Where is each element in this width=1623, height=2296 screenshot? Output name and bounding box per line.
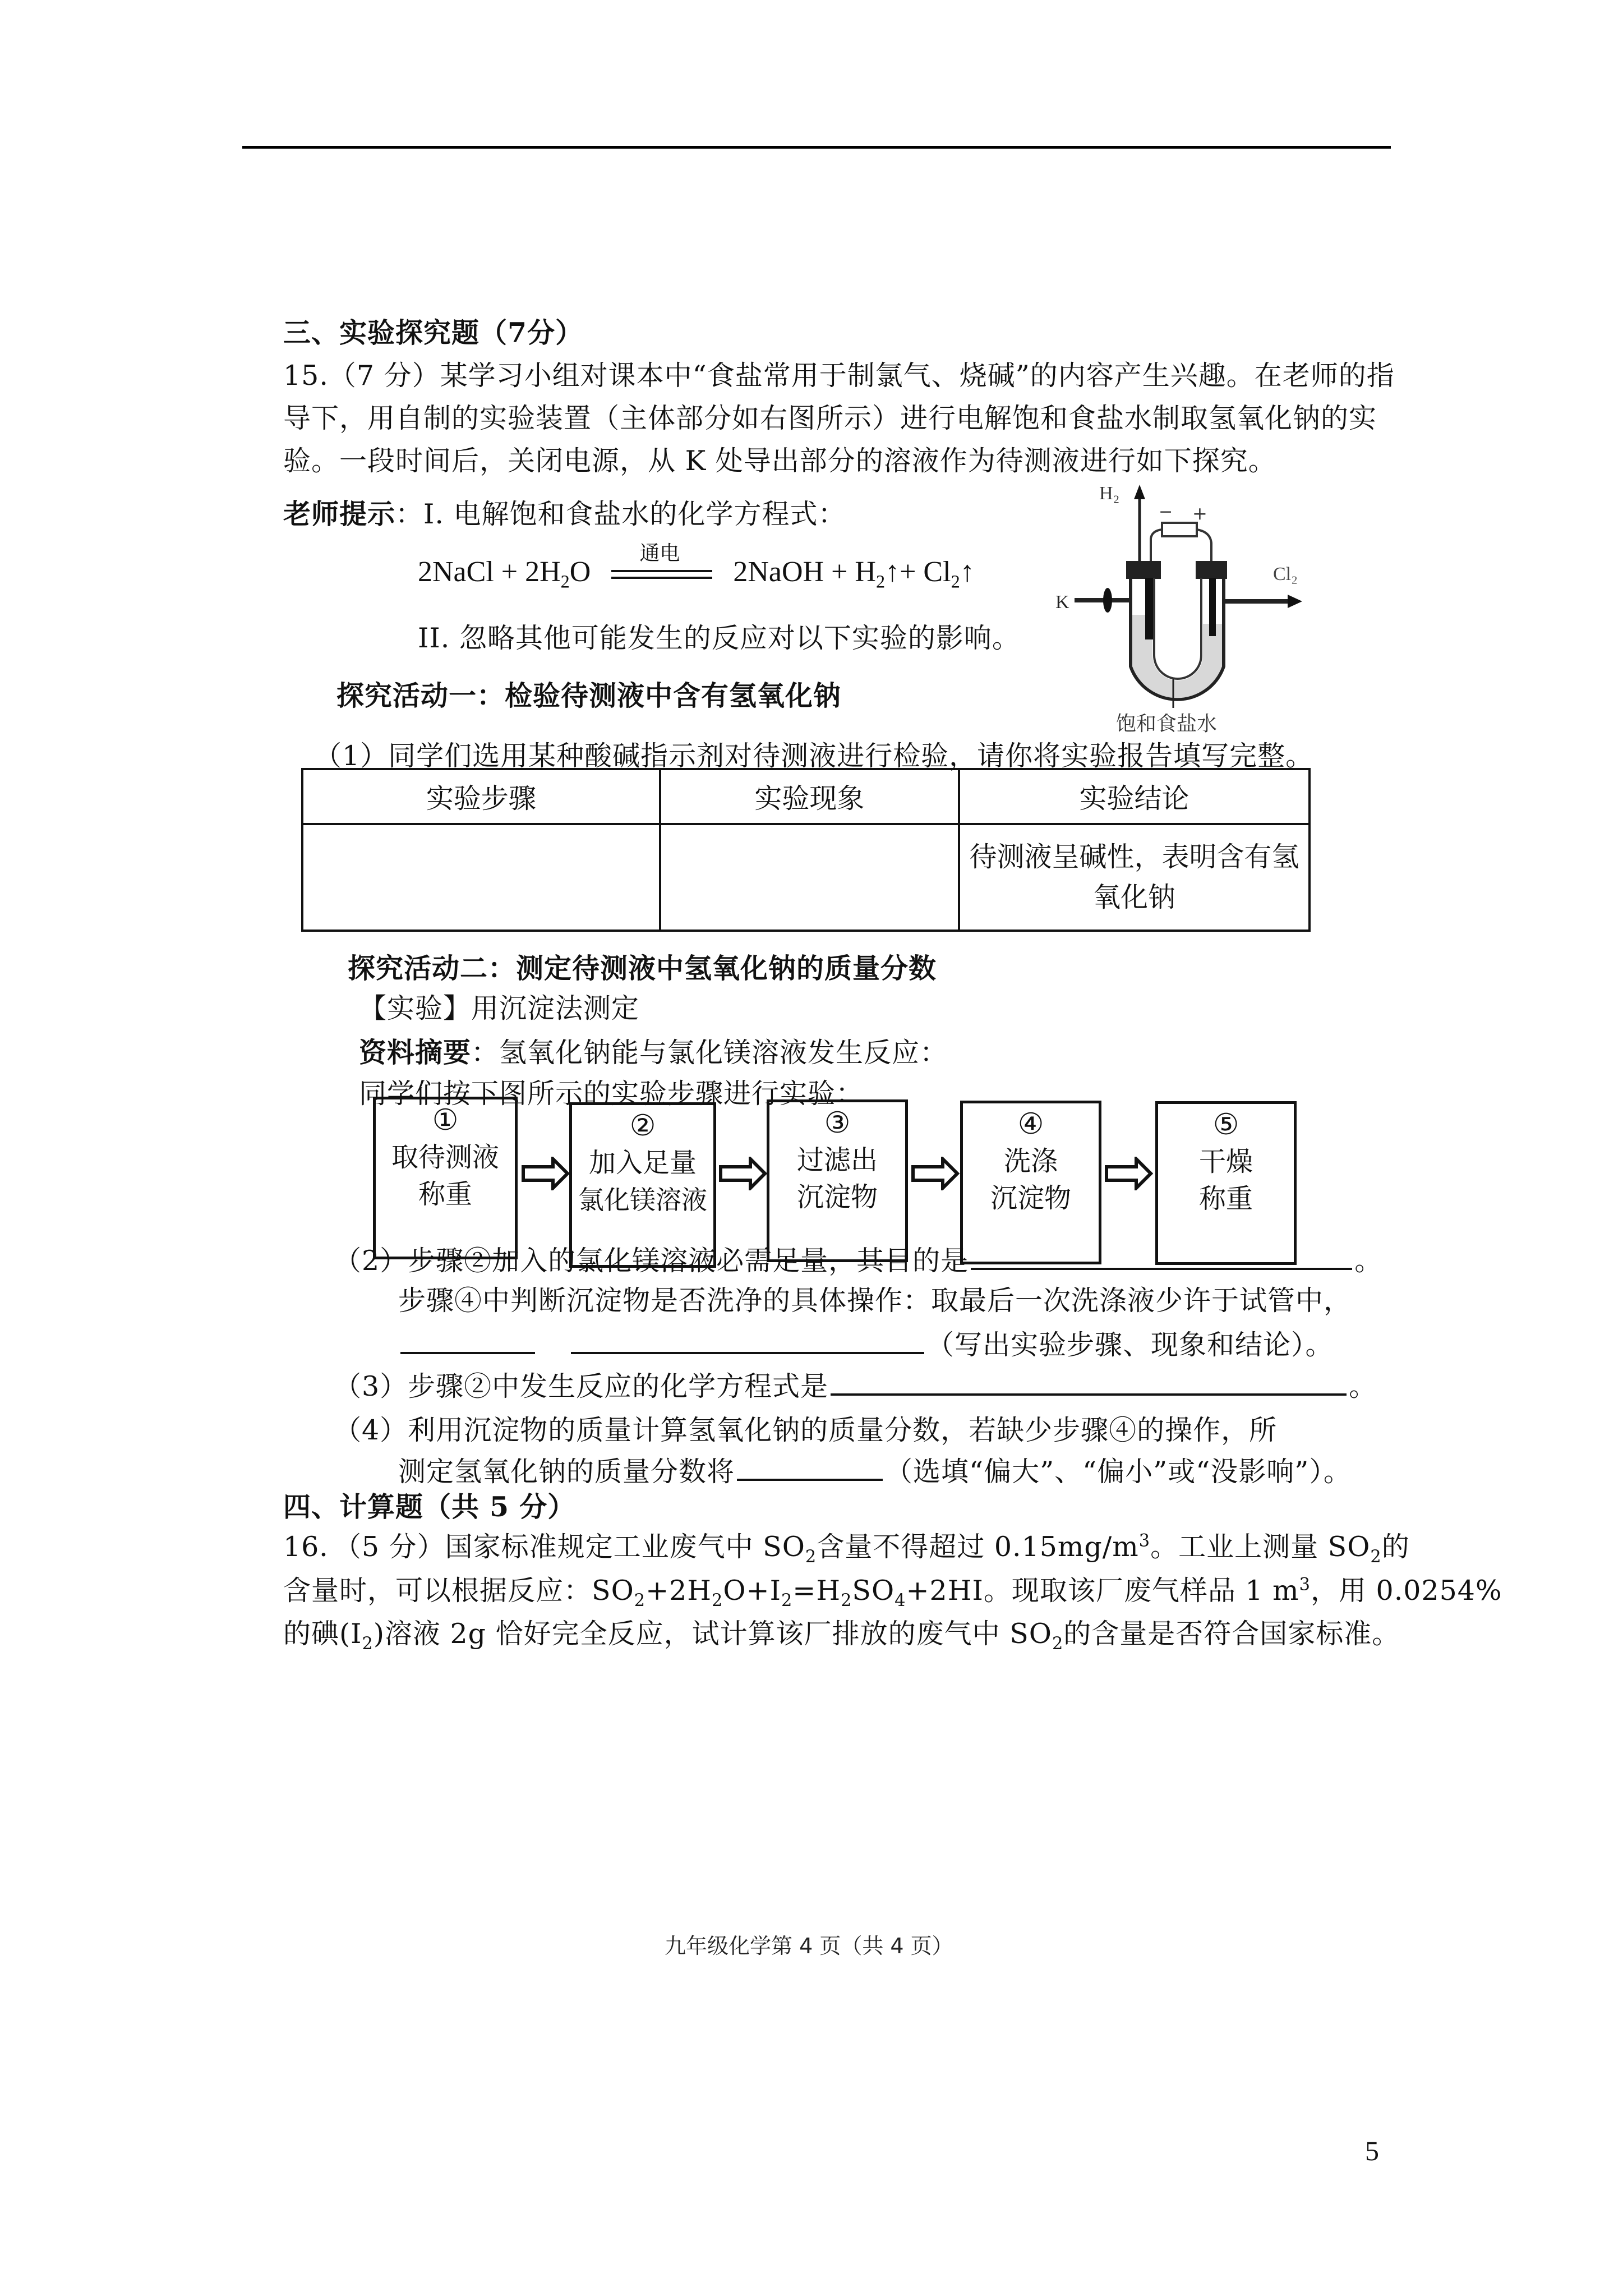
cathode-electrode: [1145, 578, 1153, 639]
hint-1: ：I. 电解饱和食盐水的化学方程式：: [395, 498, 846, 530]
q3-end: 。: [1349, 1370, 1377, 1402]
superscript: 3: [1138, 1531, 1151, 1551]
subscript: 2: [781, 1590, 793, 1611]
page-footer: 九年级化学第 4 页（共 4 页）: [665, 1934, 953, 1958]
step-line-2: 氯化镁溶液: [578, 1185, 707, 1215]
hint-label: 老师提示: [283, 498, 396, 530]
eq-condition-sign: [611, 542, 712, 579]
h2-arrow-icon: [1134, 485, 1145, 499]
section-4-heading: 四、计算题（共 5 分）: [283, 1490, 576, 1523]
plus-label: +: [1192, 503, 1207, 524]
k-label: K: [1055, 592, 1069, 613]
step-line-1: 取待测液: [391, 1142, 499, 1173]
step-line-1: 过滤出: [796, 1144, 878, 1176]
step-line-2: 沉淀物: [796, 1181, 878, 1213]
q15-line-1: 15.（7 分）某学习小组对课本中“食盐常用于制氯气、烧碱”的内容产生兴趣。在老师的指: [283, 360, 1395, 392]
step-number: ③: [824, 1106, 851, 1140]
wire-positive: [1197, 530, 1211, 565]
k-valve-icon: [1103, 588, 1112, 613]
steps-intro: 同学们按下图所示的实验步骤进行实验：: [359, 1078, 864, 1110]
q16-text: =H: [792, 1575, 841, 1607]
q4-line-2: [398, 1455, 1352, 1489]
q16-text: +2H: [645, 1575, 712, 1607]
q4-options: （选填“偏大”、“偏小”或“没影响”）。: [885, 1456, 1352, 1488]
q4-answer-blank[interactable]: [737, 1478, 883, 1481]
cl2-label: Cl₂: [1273, 564, 1298, 585]
q15-line-2: 导下，用自制的实验装置（主体部分如右图所示）进行电解饱和食盐水制取氢氧化钠的实: [283, 402, 1377, 434]
q16-text: 16．（5 分）国家标准规定工业废气中 SO: [283, 1531, 805, 1563]
header-phenomenon: 实验现象: [660, 769, 959, 824]
q2-line-1: [334, 1244, 1382, 1278]
q2-blank-a[interactable]: [400, 1351, 535, 1354]
header-step: 实验步骤: [302, 769, 660, 824]
electrolysis-apparatus-diagram: [1043, 477, 1335, 735]
activity-2-title: 探究活动二：测定待测液中氢氧化钠的质量分数: [348, 952, 937, 984]
arrow-right-icon: [522, 1157, 570, 1190]
eq-right-sub2: 2: [951, 571, 960, 592]
subscript: 2: [805, 1547, 817, 1567]
q16-text: 含量不得超过 0.15mg/m: [817, 1531, 1139, 1563]
arrow-right-icon: [719, 1157, 767, 1190]
step-number: ②: [629, 1109, 656, 1143]
power-supply-icon: [1162, 523, 1197, 536]
header-rule: [242, 146, 1391, 149]
q16-text: 含量时，可以根据反应：SO: [283, 1575, 634, 1607]
subscript: 2: [712, 1590, 723, 1611]
q3-text: （3）步骤②中发生反应的化学方程式是: [334, 1370, 829, 1402]
step-line-2: 称重: [1198, 1183, 1253, 1214]
q16-text: SO: [852, 1575, 895, 1607]
flow-step-2: [569, 1102, 716, 1268]
subscript: 2: [362, 1634, 374, 1654]
material-label: 资料摘要: [359, 1036, 472, 1069]
flow-step-4: [960, 1101, 1101, 1264]
subscript: 2: [841, 1590, 852, 1611]
subscript: 2: [1052, 1634, 1064, 1654]
page-number: 5: [1365, 2135, 1379, 2166]
step-number: ①: [432, 1103, 459, 1137]
flow-step-5: [1155, 1101, 1297, 1265]
q16-line-3: [283, 1617, 1400, 1654]
section-3-heading: 三、实验探究题（7分）: [283, 316, 584, 349]
step-number: ⑤: [1212, 1108, 1239, 1142]
u-tube-inner: [1154, 578, 1201, 679]
q2-text: （2）步骤②加入的氯化镁溶液必需足量，其目的是: [334, 1245, 969, 1277]
q16-line-2: [283, 1574, 1502, 1611]
eq-left: 2NaCl + 2H: [418, 556, 561, 588]
q16-text: +2HI。现取该厂废气样品 1 m: [906, 1575, 1299, 1607]
right-stopper: [1196, 561, 1227, 579]
flow-step-1: [373, 1097, 518, 1259]
step-line-1: 干燥: [1198, 1146, 1253, 1177]
eq-right: 2NaOH + H: [733, 556, 876, 588]
experiment-line: 【实验】用沉淀法测定: [359, 992, 640, 1024]
q16-line-1: [283, 1530, 1410, 1567]
table-row: [302, 824, 1310, 931]
q2-end: 。: [1354, 1245, 1383, 1277]
q16-text: 。工业上测量 SO: [1150, 1531, 1371, 1563]
subscript: 4: [895, 1590, 906, 1611]
eq-right-end: ↑: [960, 556, 975, 588]
q16-text: 的: [1381, 1531, 1410, 1563]
teacher-hint-line: [283, 497, 846, 531]
arrow-right-icon: [1105, 1157, 1153, 1190]
minus-label: −: [1159, 502, 1173, 522]
step-line-2: 沉淀物: [990, 1182, 1071, 1214]
q3-answer-blank[interactable]: [831, 1393, 1347, 1396]
left-stopper: [1126, 561, 1161, 579]
activity-1-title: 探究活动一：检验待测液中含有氢氧化钠: [336, 679, 842, 712]
q2-hint: （写出实验步骤、现象和结论）。: [926, 1329, 1334, 1361]
q4-text: 测定氢氧化钠的质量分数将: [398, 1456, 735, 1488]
step-line-1: 加入足量: [588, 1147, 697, 1179]
step-line-2: 称重: [418, 1179, 472, 1210]
q16-text: 的含量是否符合国家标准。: [1063, 1618, 1400, 1650]
q4-line-1: （4）利用沉淀物的质量计算氢氧化钠的质量分数，若缺少步骤④的操作，所: [334, 1414, 1278, 1446]
eq-condition: 通电: [639, 542, 680, 565]
q2-blank-b[interactable]: [571, 1351, 924, 1354]
anode-electrode: [1209, 578, 1216, 636]
material-text: ：氢氧化钠能与氯化镁溶液发生反应：: [471, 1037, 948, 1069]
superscript: 3: [1299, 1575, 1311, 1595]
q2-line-3: [398, 1328, 1334, 1362]
q15-line-3: 验。一段时间后，关闭电源，从 K 处导出部分的溶液作为待测液进行如下探究。: [283, 445, 1276, 477]
arrow-right-icon: [911, 1157, 960, 1190]
eq-right-sub1: 2: [875, 571, 886, 592]
material-line: [359, 1036, 948, 1070]
eq-left-sub: 2: [560, 571, 570, 592]
brine-label: 饱和食盐水: [1116, 712, 1218, 735]
step-line-1: 洗涤: [1003, 1145, 1058, 1177]
step-number: ④: [1017, 1107, 1044, 1141]
cell-step-answer[interactable]: [302, 824, 660, 931]
electrolysis-equation: [418, 542, 975, 592]
q16-text: )溶液 2g 恰好完全反应，试计算该厂排放的废气中 SO: [373, 1618, 1052, 1650]
eq-right-mid: ↑+ Cl: [885, 556, 951, 588]
q1-text: （1）同学们选用某种酸碱指示剂对待测液进行检验，请你将实验报告填写完整。: [314, 740, 1314, 772]
cl2-arrow-icon: [1288, 595, 1302, 608]
header-conclusion: 实验结论: [959, 769, 1310, 824]
h2-label: H₂: [1099, 483, 1120, 504]
q3-line: [334, 1370, 1377, 1404]
q16-text: 的碘(I: [283, 1618, 362, 1650]
experiment-report-table: [301, 768, 1311, 932]
q16-text: ，用 0.0254%: [1310, 1575, 1502, 1607]
subscript: 2: [1370, 1547, 1382, 1567]
flow-step-3: [767, 1099, 908, 1262]
q2-answer-blank[interactable]: [971, 1267, 1352, 1270]
wire-negative: [1151, 530, 1162, 565]
subscript: 2: [634, 1590, 646, 1611]
cell-phenomenon-answer[interactable]: [660, 824, 959, 931]
cell-conclusion: 待测液呈碱性，表明含有氢氧化钠: [959, 824, 1310, 931]
eq-left-end: O: [569, 556, 591, 588]
hint-2: II. 忽略其他可能发生的反应对以下实验的影响。: [418, 622, 1020, 654]
table-header-row: [302, 769, 1310, 824]
q16-text: O+I: [723, 1575, 781, 1607]
q2-line-2: 步骤④中判断沉淀物是否洗净的具体操作：取最后一次洗涤液少许于试管中，: [398, 1285, 1352, 1317]
